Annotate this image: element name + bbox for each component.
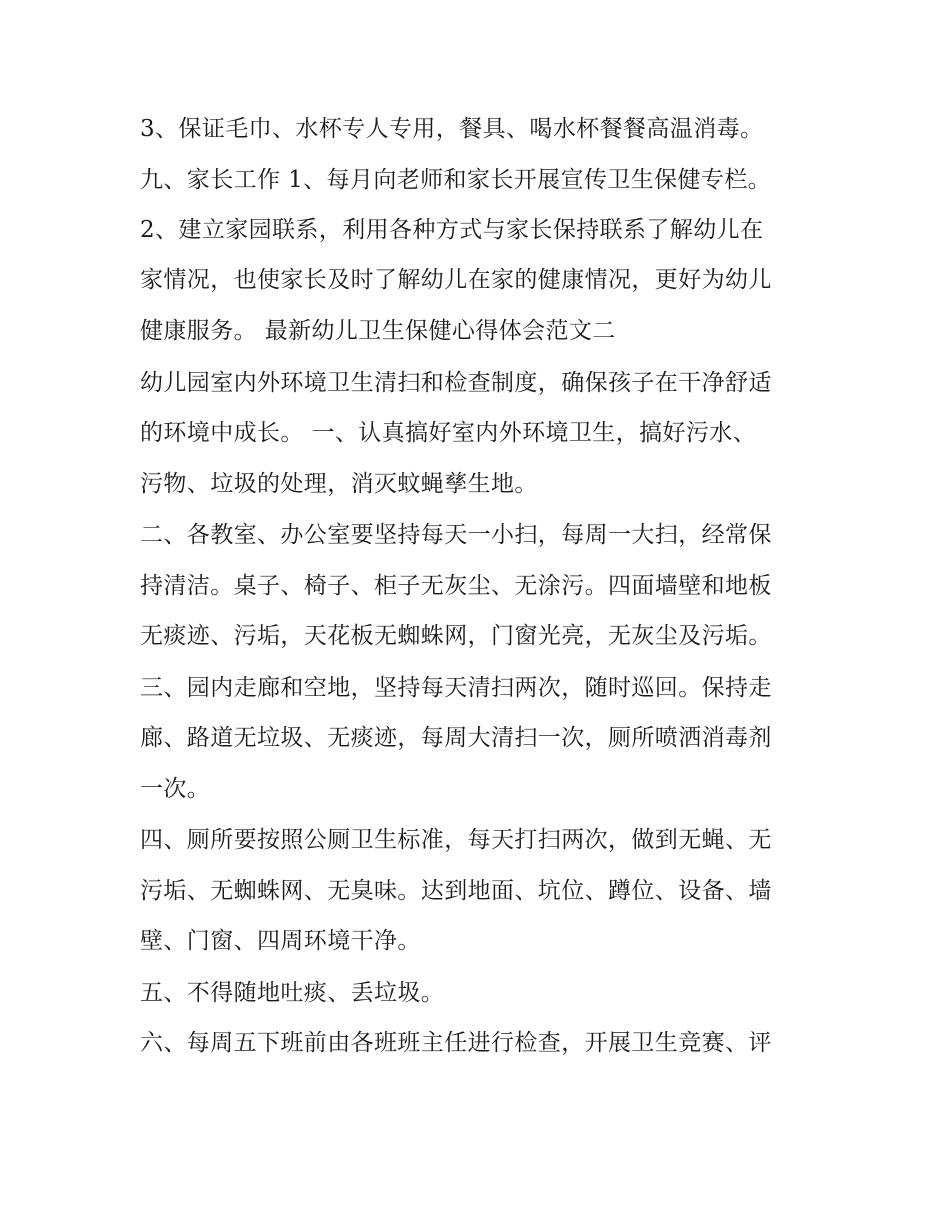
text-line: 3、保证毛巾、水杯专人专用，餐具、喝水杯餐餐高温消毒。: [140, 116, 764, 142]
text-line: 的环境中成长。 一、认真搞好室内外环境卫生，搞好污水、: [140, 420, 757, 446]
text-line: 幼儿园室内外环境卫生清扫和检查制度，确保孩子在干净舒适: [140, 370, 772, 396]
text-line: 持清洁。桌子、椅子、柜子无灰尘、无涂污。四面墙壁和地板: [140, 573, 772, 599]
text-line: 无痰迹、污垢，天花板无蜘蛛网，门窗光亮，无灰尘及污垢。: [140, 623, 772, 649]
text-line: 四、厕所要按照公厕卫生标准，每天打扫两次，做到无蝇、无: [140, 827, 772, 853]
text-line: 廊、路道无垃圾、无痰迹，每周大清扫一次，厕所喷洒消毒剂: [140, 725, 772, 751]
text-line: 污物、垃圾的处理，消灭蚊蝇孳生地。: [140, 471, 538, 497]
text-line: 家情况，也使家长及时了解幼儿在家的健康情况，更好为幼儿: [140, 267, 772, 293]
text-line: 壁、门窗、四周环境干净。: [140, 928, 421, 954]
text-line: 健康服务。 最新幼儿卫生保健心得体会范文二: [140, 318, 616, 344]
text-line: 九、家长工作 1、每月向老师和家长开展宣传卫生保健专栏。: [140, 167, 772, 193]
text-line: 三、园内走廊和空地，坚持每天清扫两次，随时巡回。保持走: [140, 675, 772, 701]
text-line: 一次。: [140, 776, 211, 802]
text-line: 2、建立家园联系，利用各种方式与家长保持联系了解幼儿在: [140, 217, 764, 243]
text-line: 污垢、无蜘蛛网、无臭味。达到地面、坑位、蹲位、设备、墙: [140, 878, 772, 904]
text-line: 五、不得随地吐痰、丢垃圾。: [140, 980, 445, 1006]
text-line: 二、各教室、办公室要坚持每天一小扫，每周一大扫，经常保: [140, 522, 772, 548]
text-line: 六、每周五下班前由各班班主任进行检查，开展卫生竞赛、评: [140, 1030, 772, 1056]
